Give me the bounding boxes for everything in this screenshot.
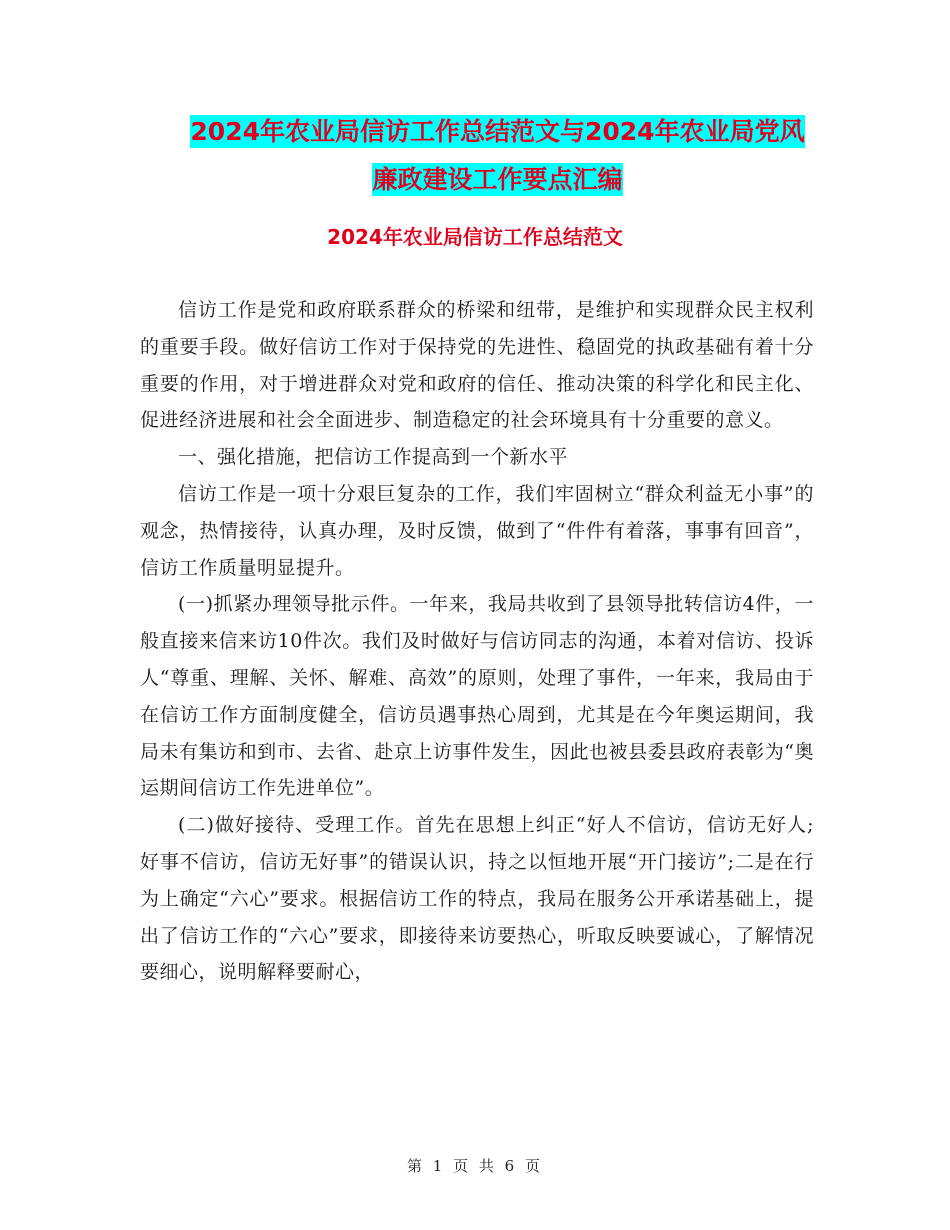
- paragraph-intro: 信访工作是党和政府联系群众的桥梁和纽带，是维护和实现群众民主权利的重要手段。做好信访工作对于保持党的先进性、稳固党的执政基础有着十分重要的作用，对于增进群众对党和政府的信任、推动决策的科学化和民主化、促进经济进展和社会全面进步、制造稳定的社会环境具有十分重要的意义。: [140, 299, 814, 432]
- paragraph-heading-1: 一、强化措施，把信访工作提高到一个新水平: [178, 446, 569, 469]
- paragraph-item-1: (一)抓紧办理领导批示件。一年来，我局共收到了县领导批转信访4件，一般直接来信来访10件次。我们及时做好与信访同志的沟通，本着对信访、投诉人“尊重、理解、关怀、解难、高效”的原则，处理了事件，一年来，我局由于在信访工作方面制度健全，信访员遇事热心周到，尤其是在今年奥运期间，我局未有集访和到市、去省、赴京上访事件发生，因此也被县委县政府表彰为“奥运期间信访工作先进单位”。: [140, 593, 814, 800]
- paragraph-item-2: (二)做好接待、受理工作。首先在思想上纠正“好人不信访，信访无好人;好事不信访，信访无好事”的错误认识，持之以恒地开展“开门接访”;二是在行为上确定“六心”要求。根据信访工作的特点，我局在服务公开承诺基础上，提出了信访工作的“六心”要求，即接待来访要热心，听取反映要诚心，了解情况要细心，说明解释要耐心，: [140, 814, 814, 984]
- document-body: [140, 292, 814, 991]
- document-title-line-1: 2024年农业局信访工作总结范文与2024年农业局党风: [190, 117, 805, 146]
- document-title: [120, 108, 875, 204]
- paragraph-heading-1-body: 信访工作是一项十分艰巨复杂的工作，我们牢固树立“群众利益无小事”的观念，热情接待，认真办理，及时反馈，做到了“件件有着落，事事有回音”，信访工作质量明显提升。: [140, 482, 814, 579]
- document-title-line-2: 廉政建设工作要点汇编: [372, 165, 623, 194]
- section-title: 2024年农业局信访工作总结范文: [327, 225, 623, 249]
- page-footer: 第 1 页 共 6 页: [407, 1157, 543, 1175]
